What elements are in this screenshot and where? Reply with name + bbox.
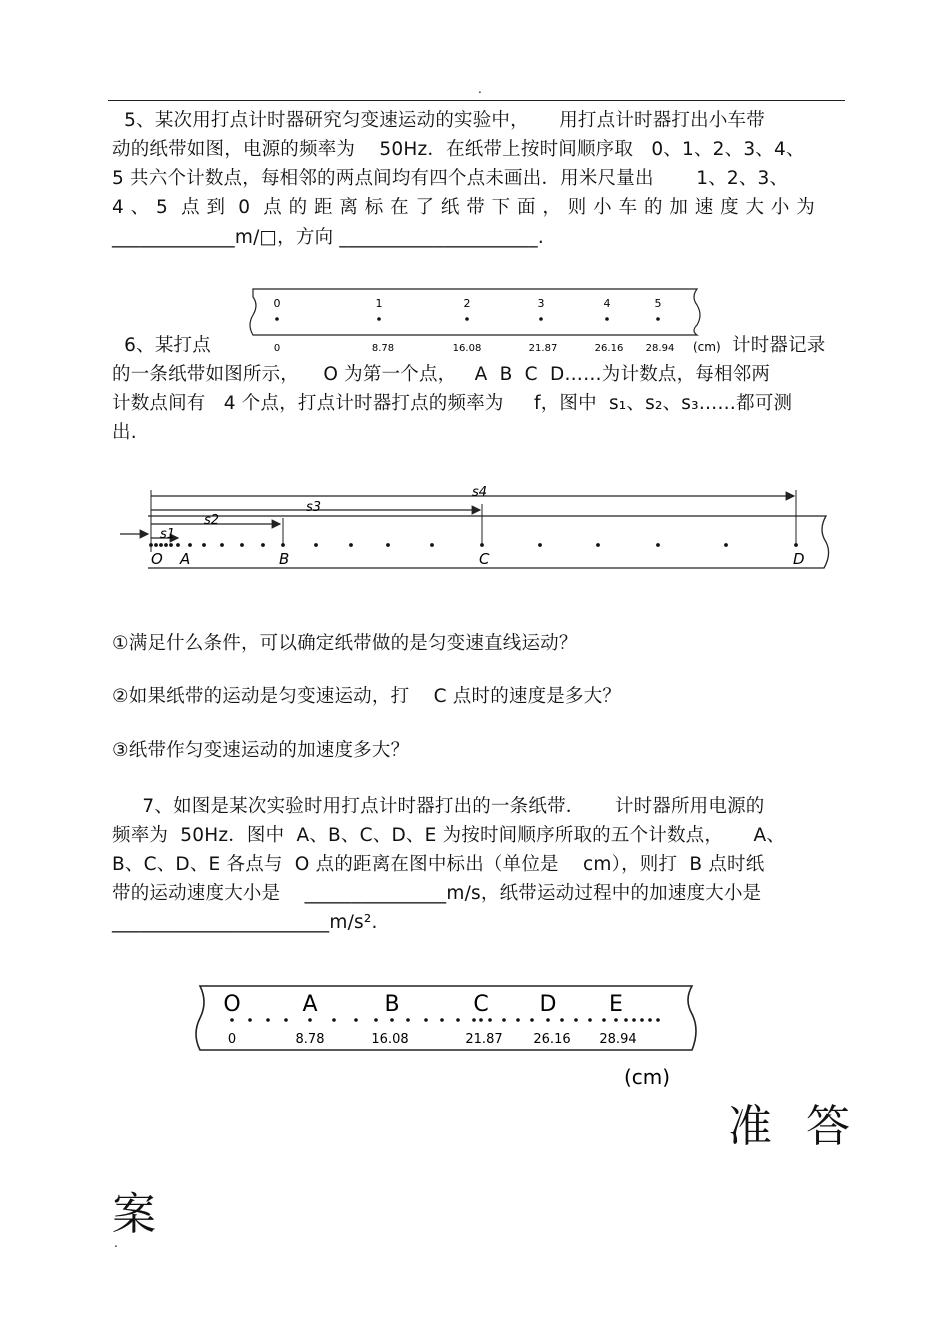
- q7-line-1: 7、如图是某次实验时用打点计时器打出的一条纸带． 计时器所用电源的: [112, 796, 765, 817]
- q6-tape-dot: [656, 543, 660, 547]
- q7-tape-dot: [308, 1018, 312, 1022]
- q6-tape-dot: [480, 543, 484, 547]
- q7-count-label: C: [473, 992, 489, 1017]
- q7-tape-dot: [602, 1018, 606, 1022]
- q6-tape-dot: [159, 543, 163, 547]
- q7-line-4: 带的运动速度大小是 _______________m/s，纸带运动过程中的加速度大小是: [112, 883, 762, 904]
- q7-unit-label: (cm): [624, 1065, 671, 1089]
- q7-tape-dot: [456, 1018, 460, 1022]
- q5-count-dot: [465, 317, 469, 321]
- q6-tape-dot: [386, 543, 390, 547]
- q5-count-dot: [605, 317, 609, 321]
- q5-tape-outline: [250, 289, 700, 335]
- q5-count-dot: [377, 317, 381, 321]
- q6-tape-dot: [202, 543, 206, 547]
- q7-tape-dot: [546, 1018, 550, 1022]
- q5-count-label: 5: [654, 297, 662, 310]
- answer-heading-part2: 案: [112, 1189, 156, 1240]
- q7-count-label: O: [223, 992, 241, 1017]
- q6-tape-dot: [349, 543, 353, 547]
- q7-tape-dot: [614, 1018, 618, 1022]
- q5-line-5: _____________m/□，方向 _____________________.: [112, 227, 544, 248]
- q6-tape-figure: [118, 482, 838, 578]
- q5-count-label: 2: [463, 297, 471, 310]
- q5-count-dot: [275, 317, 279, 321]
- q6-point-label: B: [279, 550, 290, 568]
- q6-label-s3: s3: [306, 500, 322, 515]
- q7-count-label: E: [609, 992, 623, 1017]
- q6-tape-dot: [261, 543, 265, 547]
- q6-subquestion-3: ③纸带作匀变速运动的加速度多大？: [112, 740, 410, 761]
- q5-count-label: 4: [603, 297, 611, 310]
- q6-subquestion-1: ①满足什么条件，可以确定纸带做的是匀变速直线运动？: [112, 633, 578, 654]
- q7-tape-dot: [560, 1018, 564, 1022]
- q7-count-label: B: [384, 992, 400, 1017]
- q6-tape-dot: [596, 543, 600, 547]
- q7-tape-dot: [574, 1018, 578, 1022]
- q7-tape-dot: [406, 1018, 410, 1022]
- q7-count-label: A: [302, 992, 318, 1017]
- q5-distance-label: 8.78: [371, 343, 395, 354]
- q5-unit-label: (cm): [693, 340, 721, 354]
- q6-tape-dot: [724, 543, 728, 547]
- q6-point-label: O: [151, 550, 163, 568]
- q6-tape-dot: [794, 543, 798, 547]
- q5-distance-label: 28.94: [645, 343, 675, 354]
- page-bottom-marker: .: [114, 1236, 118, 1250]
- q7-tape-dot: [624, 1018, 628, 1022]
- q7-distance-label: 21.87: [465, 1032, 503, 1047]
- q6-tape-dot: [149, 543, 153, 547]
- q7-distance-label: 16.08: [371, 1032, 409, 1047]
- q7-tape-dot: [354, 1018, 358, 1022]
- q7-distance-label: 28.94: [599, 1032, 637, 1047]
- q6-tape-dot: [164, 543, 168, 547]
- header-rule: [108, 100, 845, 101]
- q5-count-dot: [539, 317, 543, 321]
- q6-line-1-left: 6、某打点: [112, 335, 211, 356]
- q7-tape-dot: [632, 1018, 636, 1022]
- q5-distance-label: 21.87: [528, 343, 558, 354]
- q7-tape-dot: [648, 1018, 652, 1022]
- q7-tape-dot: [284, 1018, 288, 1022]
- page-top-marker: .: [478, 82, 482, 96]
- q6-point-label: C: [479, 550, 490, 568]
- q6-line-2: 的一条纸带如图所示， O 为第一个点， A B C D……为计数点，每相邻两: [112, 364, 771, 385]
- q5-distance-label: 26.16: [594, 343, 624, 354]
- q7-tape-dot: [472, 1018, 476, 1022]
- q6-line-3: 计数点间有 4 个点，打点计时器打点的频率为 f，图中 s₁、s₂、s₃……都可测: [112, 393, 793, 414]
- q5-line-1: 5、某次用打点计时器研究匀变速运动的实验中， 用打点计时器打出小车带: [112, 110, 765, 131]
- q5-distance-label: 0: [273, 343, 281, 354]
- q6-tape-dot: [220, 543, 224, 547]
- q6-tape-dot: [538, 543, 542, 547]
- q6-tape-dot: [240, 543, 244, 547]
- q7-tape-dot: [516, 1018, 520, 1022]
- q7-tape-dot: [374, 1018, 378, 1022]
- q7-tape-dot: [248, 1018, 252, 1022]
- q7-line-3: B、C、D、E 各点与 O 点的距离在图中标出（单位是 cm），则打 B 点时纸: [112, 854, 765, 875]
- q7-tape-dot: [530, 1018, 534, 1022]
- q5-line-4: 4 、 5 点 到 0 点 的 距 离 标 在 了 纸 带 下 面 ， 则 小 车 的 加 速 度 大 小 为: [112, 197, 816, 218]
- q5-distance-label: 16.08: [452, 343, 482, 354]
- q5-count-label: 3: [537, 297, 545, 310]
- q7-tape-dot: [440, 1018, 444, 1022]
- q5-tape-figure: [245, 285, 721, 357]
- answer-heading-part1: 准 答: [728, 1101, 860, 1152]
- q6-line-4: 出.: [112, 422, 137, 443]
- q5-count-label: 0: [273, 297, 281, 310]
- q6-point-label: D: [793, 550, 805, 568]
- q6-tape-dot: [281, 543, 285, 547]
- q6-tape-dot: [430, 543, 434, 547]
- q7-tape-dot: [588, 1018, 592, 1022]
- q7-tape-dot: [424, 1018, 428, 1022]
- q6-tape-dot: [169, 543, 173, 547]
- q6-tape-dot: [314, 543, 318, 547]
- q7-tape-dot: [479, 1018, 483, 1022]
- q6-tape-dot: [188, 543, 192, 547]
- q6-tape-dot: [176, 543, 180, 547]
- q7-count-label: D: [539, 992, 557, 1017]
- q5-line-2: 动的纸带如图，电源的频率为 50Hz．在纸带上按时间顺序取 0、1、2、3、4、: [112, 139, 805, 160]
- q7-line-5: _______________________m/s².: [112, 912, 378, 933]
- q5-count-dot: [656, 317, 660, 321]
- q7-tape-dot: [502, 1018, 506, 1022]
- q7-line-2: 频率为 50Hz．图中 A、B、C、D、E 为按时间顺序所取的五个计数点， A、: [112, 825, 786, 846]
- q6-subquestion-2: ②如果纸带的运动是匀变速运动，打 C 点时的速度是多大？: [112, 686, 622, 707]
- q5-line-3: 5 共六个计数点，每相邻的两点间均有四个点未画出．用米尺量出 1、2、3、: [112, 168, 789, 189]
- q5-count-label: 1: [375, 297, 383, 310]
- q7-distance-label: 26.16: [533, 1032, 571, 1047]
- q7-tape-dot: [332, 1018, 336, 1022]
- q7-tape-dot: [640, 1018, 644, 1022]
- q6-tape-dot: [154, 543, 158, 547]
- q6-point-label: A: [180, 550, 191, 568]
- q7-tape-dot: [656, 1018, 660, 1022]
- q7-tape-dot: [266, 1018, 270, 1022]
- q6-line-1-right: 计时器记录: [732, 335, 826, 356]
- q6-label-s2: s2: [204, 513, 220, 528]
- q7-tape-figure: [186, 980, 706, 1090]
- q7-tape-dot: [390, 1018, 394, 1022]
- q7-distance-label: 8.78: [295, 1032, 325, 1047]
- q6-label-s1: s1: [160, 527, 176, 542]
- q7-tape-dot: [488, 1018, 492, 1022]
- q7-tape-dot: [230, 1018, 234, 1022]
- q6-label-s4: s4: [472, 485, 488, 500]
- q7-distance-label: 0: [227, 1032, 237, 1047]
